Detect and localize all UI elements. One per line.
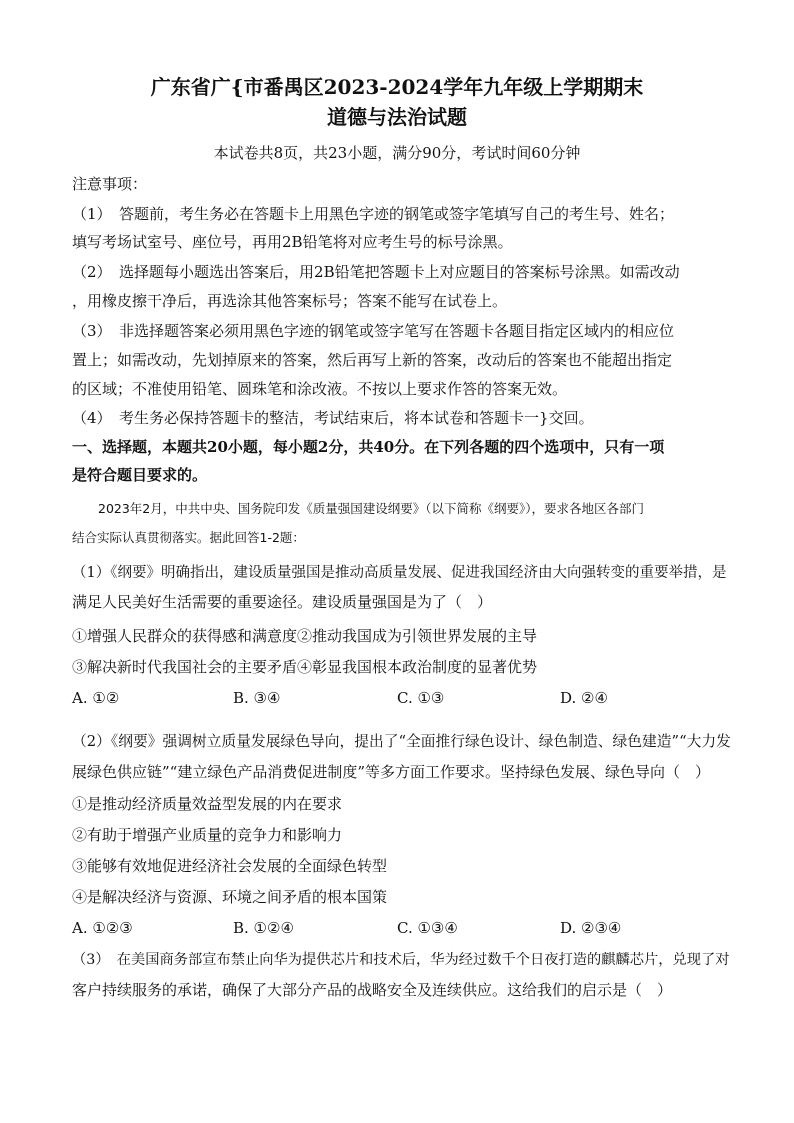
notice-line: ，用橡皮擦干净后，再选涂其他答案标号；答案不能写在试卷上。 (72, 292, 508, 310)
section-heading-cont: 是符合题目要求的。 (72, 466, 208, 484)
question-2-stem: （2）《纲要》强调树立质量发展绿色导向，提出了“全面推行绿色设计、绿色制造、绿色建造”“大力发 (72, 733, 731, 750)
question-1-stem: （1）《纲要》明确指出，建设质量强国是推动高质量发展、促进我国经济由大向强转变的重要举措，是 (72, 565, 727, 581)
notice-line: （1） 答题前，考生务必在答题卡上用黑色字迹的钢笔或签字笔填写自己的考生号、姓名； (72, 205, 675, 223)
question-2-stem-cont: 展绿色供应链”“建立绿色产品消费促进制度”等多方面工作要求。坚持绿色发展、绿色导向（ ） (72, 763, 711, 781)
option-c: C. ①③④ (397, 919, 458, 937)
question-1-statement: ③解决新时代我国社会的主要矛盾④彰显我国根本政治制度的显著优势 (72, 658, 538, 676)
option-d: D. ②③④ (560, 919, 622, 937)
notice-line: （2） 选择题每小题选出答案后，用2B铅笔把答题卡上对应题目的答案标号涂黑。如需改动 (72, 263, 680, 281)
question-1-statement: ①增强人民群众的获得感和满意度②推动我国成为引领世界发展的主导 (72, 627, 538, 645)
question-1-stem-cont: 满足人民美好生活需要的重要途径。建设质量强国是为了（ ） (72, 593, 493, 611)
question-2-statement: ①是推动经济质量效益型发展的内在要求 (72, 795, 343, 813)
question-1-options (72, 688, 732, 708)
option-a: A. ①②③ (72, 919, 133, 937)
notice-line: （3） 非选择题答案必须用黑色字迹的钢笔或签字笔写在答题卡各题目指定区域内的相应位 (72, 322, 675, 340)
option-b: B. ③④ (233, 689, 281, 707)
passage-line: 2023年2月，中共中央、国务院印发《质量强国建设纲要》（以下简称《纲要》），要求各地区各部门 (98, 501, 645, 516)
question-3-stem-cont: 客户持续服务的承诺，确保了大部分产品的战略安全及连续供应。这给我们的启示是（ ） (72, 981, 673, 999)
exam-info: 本试卷共8页，共23小题，满分90分，考试时间60分钟 (213, 144, 581, 162)
notice-line: 置上；如需改动，先划掉原来的答案，然后再写上新的答案，改动后的答案也不能超出指定 (72, 351, 673, 369)
question-2-options (72, 918, 732, 938)
option-a: A. ①② (72, 689, 120, 707)
question-2-statement: ④是解决经济与资源、环境之间矛盾的根本国策 (72, 888, 388, 906)
question-2-statement: ③能够有效地促进经济社会发展的全面绿色转型 (72, 857, 388, 875)
notice-line: 的区域；不准使用铅笔、圆珠笔和涂改液。不按以上要求作答的答案无效。 (72, 380, 568, 398)
exam-subject: 道德与法治试题 (327, 105, 467, 129)
passage-line: 结合实际认真贯彻落实。据此回答1-2题： (72, 530, 305, 545)
section-heading: 一、选择题，本题共20小题，每小题2分，共40分。在下列各题的四个选项中，只有一项 (72, 438, 665, 456)
option-d: D. ②④ (560, 689, 608, 707)
option-c: C. ①③ (397, 689, 445, 707)
option-b: B. ①②④ (233, 919, 294, 937)
notice-line: 填写考场试室号、座位号，再用2B铅笔将对应考生号的标号涂黑。 (72, 233, 513, 251)
exam-title: 广东省广{市番禺区2023-2024学年九年级上学期期末 (150, 75, 644, 99)
question-3-stem: （3） 在美国商务部宣布禁止向华为提供芯片和技术后，华为经过数千个日夜打造的麒麟芯片，兑现了对 (72, 952, 730, 968)
question-2-statement: ②有助于增强产业质量的竞争力和影响力 (72, 826, 343, 844)
notice-line: （4） 考生务必保持答题卡的整洁，考试结束后，将本试卷和答题卡一}交回。 (72, 409, 594, 427)
notice-heading: 注意事项： (72, 175, 148, 193)
